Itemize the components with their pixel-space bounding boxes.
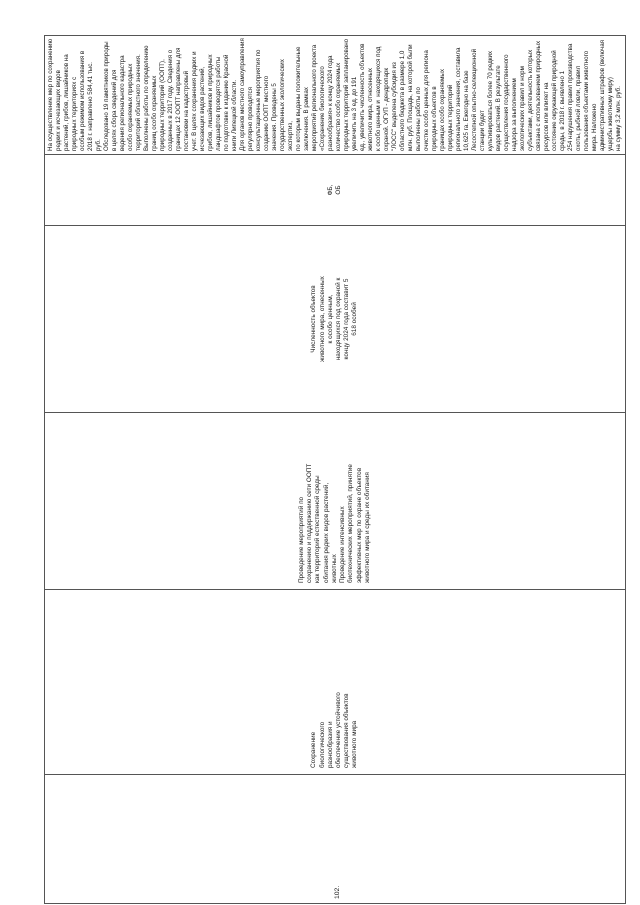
indicator-line: к особо ценным, <box>326 294 334 344</box>
result-line: Лесостепной опытно-селекционной станции будет <box>471 47 486 151</box>
indicator-cell <box>45 226 626 413</box>
result-line: границах особо охраняемых природных территорий <box>439 67 454 151</box>
result-line: разнообразия» к концу 2024 года количество особо охраняемых <box>327 53 342 151</box>
result-line: состояние окружающей природной среды, в 2018 г. выявлено 1 <box>551 48 566 151</box>
measures-text <box>298 413 372 589</box>
measure-line: животного мира и среды их обитания <box>363 472 371 583</box>
result-line: консультационные мероприятия по созданию ООПТ местного <box>255 47 270 151</box>
result-line: Обследовано 19 памятников природы в целях сбора сведений для <box>103 39 118 151</box>
funding-source-cell <box>45 155 626 226</box>
task-line: разнообразия и <box>326 721 334 768</box>
measure-line: эффективных мер по охране объектов <box>355 467 363 583</box>
result-line: значения. Проведены 5 государственных экологических экспертиз, <box>271 57 294 151</box>
result-line: растений, грибов, лишайников на природных территориях с <box>63 52 78 151</box>
measure-line: сохранению и поддержанию сети ООПТ <box>306 463 314 583</box>
task-line: Сохранение <box>310 731 318 768</box>
result-line: особым режимом использования в 2018 г. направлено 584,41 тыс. <box>79 49 94 151</box>
indicator-line: находящихся под охраной к <box>335 277 342 361</box>
result-line: 254 нарушения правил производства охоты, рыбной ловли, правил <box>567 42 582 151</box>
result-line: к особо ценным и находящихся под охраной. ОГУП - дендропарк <box>375 44 390 151</box>
result-line: пользования объектами животного мира. Наложено <box>583 49 598 151</box>
row-number-cell <box>45 775 626 904</box>
result-line: административных штрафов (включая ущербы животному миру) <box>599 38 614 151</box>
result-line: руб. <box>95 139 102 151</box>
indicator-line: концу 2024 года составит 5 <box>343 278 351 360</box>
measures-table <box>44 35 626 904</box>
result-cell <box>45 36 626 155</box>
result-line: связана с использованием природных ресурсов или влияет на <box>535 39 550 151</box>
indicator-text <box>310 226 359 412</box>
row-number: 102. <box>334 885 341 899</box>
measure-line: биотехнических мероприятий, принятие <box>347 464 355 583</box>
funding-source-line: ФБ, <box>326 184 334 196</box>
measure-line: Проведение мероприятий по <box>298 496 306 583</box>
result-line: по подготовке к изданию Красной книги Липецкой области. <box>223 52 238 151</box>
measure-line: обитания редких видов растений, <box>322 482 330 583</box>
measure-line: Проведение интенсивных <box>339 506 347 583</box>
measure-line: животных <box>330 554 338 583</box>
result-line: учет. В целях сохранения редких и исчезающих видов растений, <box>191 49 206 151</box>
task-cell <box>45 590 626 775</box>
result-line: природных территорий запланировано увеличить на 3 ед. до 191 <box>343 37 358 151</box>
result-line: "ЛОСС" выделена субсидия из областного бюджета в размере 1,0 <box>391 50 406 151</box>
result-line: ведения регионального кадастра особо охраняемых природных <box>119 53 134 151</box>
task-line: животного мира <box>351 720 359 768</box>
result-line: Для органов местного самоуправления регулярно проводятся <box>239 36 254 151</box>
result-line: по которым выданы положительные заключения. В рамках <box>295 44 310 151</box>
result-line: На осуществление мер по сохранению редких и исчезающих видов <box>47 37 62 151</box>
result-text <box>45 36 625 154</box>
result-line: регионального значения, составила 10,625 га. Ежегодно на базе <box>455 45 470 151</box>
result-line: на сумму 3,2 млн. руб. <box>615 86 622 151</box>
result-line: территорий областного значения. <box>135 54 142 151</box>
result-line: экологических правил и норм субъектами, деятельность которых <box>519 49 534 151</box>
rotated-page <box>44 36 622 904</box>
result-line: грибов, лишайников и природных ландшафтов проводятся работы <box>207 52 222 151</box>
measure-line: как территорий естественной среды <box>314 475 322 583</box>
result-line: очистке особо ценных для региона природных объектов в <box>423 48 438 151</box>
result-line: культивироваться более 70 редких видов растений. В результате <box>487 49 502 151</box>
result-line: границах 12 ООПТ направлены для постановки на кадастровый <box>175 45 190 151</box>
table-row <box>45 36 626 904</box>
result-line: природных территорий (ООПТ), созданных в 2017 году. Сведения о <box>159 49 174 151</box>
task-text <box>310 590 359 774</box>
task-line: существования объектов <box>343 693 351 768</box>
measures-cell <box>45 413 626 590</box>
result-line: Выполнены работы по определению границ особо охраняемых <box>143 43 158 151</box>
task-line: обеспечение устойчивого <box>335 692 342 768</box>
funding-source-text <box>327 155 343 225</box>
indicator-line: Численность объектов <box>310 285 318 353</box>
indicator-line: 618 особей <box>351 302 359 336</box>
indicator-line: животного мира, отнесенных <box>318 276 326 362</box>
result-line: млн. руб. Площадь, на которой были выполнены работы по <box>407 42 422 151</box>
funding-source-line: ОБ <box>335 185 342 195</box>
result-line: мероприятий регионального проекта «Сохранение биологического <box>311 43 326 151</box>
result-line: осуществления государственного надзора за выполнением <box>503 52 518 151</box>
task-line: биологического <box>318 721 326 768</box>
result-line: ед., увеличить численность объектов животного мира, отнесенных <box>359 41 374 151</box>
